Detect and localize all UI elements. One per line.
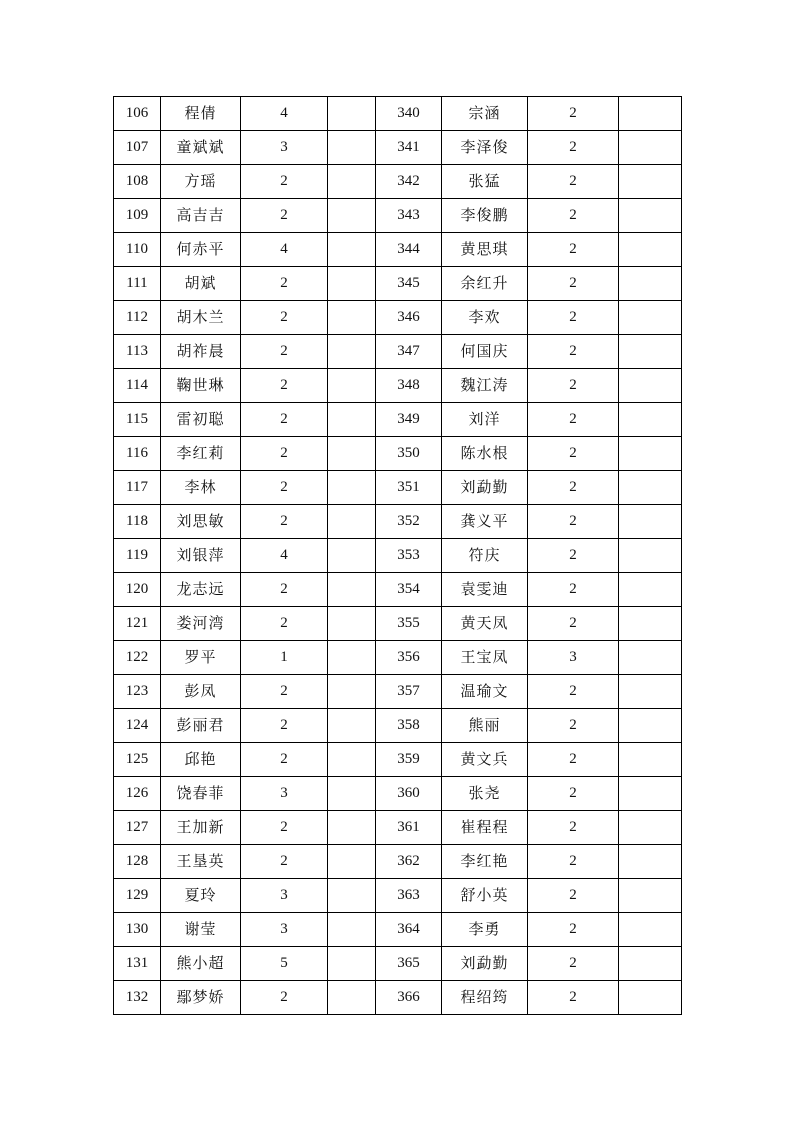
right-number-cell: 362	[376, 845, 442, 879]
right-note-cell	[619, 233, 682, 267]
right-number-cell: 343	[376, 199, 442, 233]
left-number-cell: 122	[114, 641, 161, 675]
right-note-cell	[619, 947, 682, 981]
table-row	[114, 131, 682, 165]
table-row	[114, 97, 682, 131]
right-count-cell: 2	[528, 879, 619, 913]
left-name-cell: 胡祚晨	[161, 335, 241, 369]
left-note-cell	[328, 199, 376, 233]
left-name-cell: 饶春菲	[161, 777, 241, 811]
left-number-cell: 106	[114, 97, 161, 131]
left-count-cell: 2	[241, 267, 328, 301]
table-row	[114, 369, 682, 403]
left-note-cell	[328, 709, 376, 743]
right-count-cell: 3	[528, 641, 619, 675]
right-name-cell: 魏江涛	[442, 369, 528, 403]
right-count-cell: 2	[528, 267, 619, 301]
left-number-cell: 109	[114, 199, 161, 233]
left-count-cell: 2	[241, 335, 328, 369]
left-count-cell: 3	[241, 131, 328, 165]
right-number-cell: 346	[376, 301, 442, 335]
left-note-cell	[328, 233, 376, 267]
left-name-cell: 彭凤	[161, 675, 241, 709]
right-count-cell: 2	[528, 165, 619, 199]
left-count-cell: 4	[241, 539, 328, 573]
right-name-cell: 李欢	[442, 301, 528, 335]
left-count-cell: 3	[241, 913, 328, 947]
right-number-cell: 357	[376, 675, 442, 709]
right-name-cell: 黄思琪	[442, 233, 528, 267]
left-note-cell	[328, 641, 376, 675]
table-row	[114, 301, 682, 335]
left-number-cell: 117	[114, 471, 161, 505]
table-row	[114, 845, 682, 879]
left-note-cell	[328, 913, 376, 947]
left-count-cell: 2	[241, 437, 328, 471]
left-name-cell: 熊小超	[161, 947, 241, 981]
right-note-cell	[619, 981, 682, 1015]
right-number-cell: 353	[376, 539, 442, 573]
left-name-cell: 刘银萍	[161, 539, 241, 573]
left-count-cell: 2	[241, 471, 328, 505]
right-count-cell: 2	[528, 471, 619, 505]
table-row	[114, 947, 682, 981]
right-number-cell: 360	[376, 777, 442, 811]
left-number-cell: 113	[114, 335, 161, 369]
left-name-cell: 李红莉	[161, 437, 241, 471]
right-note-cell	[619, 845, 682, 879]
right-name-cell: 舒小英	[442, 879, 528, 913]
left-number-cell: 131	[114, 947, 161, 981]
left-number-cell: 119	[114, 539, 161, 573]
table-row	[114, 743, 682, 777]
right-number-cell: 366	[376, 981, 442, 1015]
right-count-cell: 2	[528, 539, 619, 573]
left-count-cell: 2	[241, 199, 328, 233]
table-row	[114, 913, 682, 947]
right-note-cell	[619, 165, 682, 199]
left-note-cell	[328, 301, 376, 335]
right-name-cell: 黄天凤	[442, 607, 528, 641]
left-note-cell	[328, 743, 376, 777]
left-count-cell: 2	[241, 981, 328, 1015]
right-note-cell	[619, 811, 682, 845]
right-count-cell: 2	[528, 97, 619, 131]
left-note-cell	[328, 607, 376, 641]
right-count-cell: 2	[528, 437, 619, 471]
left-count-cell: 5	[241, 947, 328, 981]
left-name-cell: 鄢梦娇	[161, 981, 241, 1015]
left-name-cell: 邱艳	[161, 743, 241, 777]
left-note-cell	[328, 539, 376, 573]
left-count-cell: 4	[241, 97, 328, 131]
right-name-cell: 王宝凤	[442, 641, 528, 675]
left-number-cell: 123	[114, 675, 161, 709]
right-count-cell: 2	[528, 675, 619, 709]
right-name-cell: 李勇	[442, 913, 528, 947]
right-count-cell: 2	[528, 369, 619, 403]
right-number-cell: 356	[376, 641, 442, 675]
left-count-cell: 2	[241, 165, 328, 199]
right-number-cell: 363	[376, 879, 442, 913]
table-row	[114, 709, 682, 743]
right-note-cell	[619, 709, 682, 743]
table-row	[114, 641, 682, 675]
right-name-cell: 李俊鹏	[442, 199, 528, 233]
right-note-cell	[619, 97, 682, 131]
right-note-cell	[619, 267, 682, 301]
left-name-cell: 胡木兰	[161, 301, 241, 335]
right-note-cell	[619, 403, 682, 437]
left-number-cell: 120	[114, 573, 161, 607]
left-count-cell: 2	[241, 369, 328, 403]
left-number-cell: 124	[114, 709, 161, 743]
left-name-cell: 何赤平	[161, 233, 241, 267]
left-number-cell: 126	[114, 777, 161, 811]
left-number-cell: 130	[114, 913, 161, 947]
right-name-cell: 余红升	[442, 267, 528, 301]
left-count-cell: 4	[241, 233, 328, 267]
right-name-cell: 宗涵	[442, 97, 528, 131]
table-row	[114, 811, 682, 845]
left-note-cell	[328, 471, 376, 505]
left-note-cell	[328, 369, 376, 403]
right-count-cell: 2	[528, 913, 619, 947]
left-name-cell: 方瑶	[161, 165, 241, 199]
right-number-cell: 365	[376, 947, 442, 981]
right-note-cell	[619, 607, 682, 641]
right-name-cell: 张尧	[442, 777, 528, 811]
right-note-cell	[619, 641, 682, 675]
left-note-cell	[328, 777, 376, 811]
left-note-cell	[328, 811, 376, 845]
left-note-cell	[328, 675, 376, 709]
right-note-cell	[619, 573, 682, 607]
right-name-cell: 熊丽	[442, 709, 528, 743]
table-row	[114, 437, 682, 471]
right-name-cell: 温瑜文	[442, 675, 528, 709]
left-number-cell: 127	[114, 811, 161, 845]
right-name-cell: 李红艳	[442, 845, 528, 879]
right-name-cell: 符庆	[442, 539, 528, 573]
right-number-cell: 359	[376, 743, 442, 777]
right-number-cell: 351	[376, 471, 442, 505]
left-note-cell	[328, 505, 376, 539]
table-row	[114, 267, 682, 301]
table-row	[114, 233, 682, 267]
left-name-cell: 刘思敏	[161, 505, 241, 539]
left-count-cell: 2	[241, 675, 328, 709]
roster-body	[114, 97, 682, 1015]
right-number-cell: 349	[376, 403, 442, 437]
left-count-cell: 2	[241, 607, 328, 641]
left-name-cell: 鞠世琳	[161, 369, 241, 403]
table-row	[114, 981, 682, 1015]
table-row	[114, 879, 682, 913]
left-name-cell: 胡斌	[161, 267, 241, 301]
left-number-cell: 116	[114, 437, 161, 471]
right-number-cell: 342	[376, 165, 442, 199]
left-count-cell: 3	[241, 777, 328, 811]
right-note-cell	[619, 369, 682, 403]
left-number-cell: 125	[114, 743, 161, 777]
left-note-cell	[328, 437, 376, 471]
left-name-cell: 王加新	[161, 811, 241, 845]
right-note-cell	[619, 335, 682, 369]
right-number-cell: 341	[376, 131, 442, 165]
right-count-cell: 2	[528, 709, 619, 743]
right-note-cell	[619, 301, 682, 335]
left-count-cell: 2	[241, 301, 328, 335]
right-note-cell	[619, 913, 682, 947]
right-count-cell: 2	[528, 811, 619, 845]
table-row	[114, 199, 682, 233]
table-row	[114, 573, 682, 607]
left-number-cell: 132	[114, 981, 161, 1015]
left-count-cell: 3	[241, 879, 328, 913]
left-name-cell: 程倩	[161, 97, 241, 131]
right-note-cell	[619, 879, 682, 913]
left-count-cell: 2	[241, 743, 328, 777]
right-name-cell: 李泽俊	[442, 131, 528, 165]
left-name-cell: 龙志远	[161, 573, 241, 607]
left-number-cell: 108	[114, 165, 161, 199]
right-count-cell: 2	[528, 131, 619, 165]
table-row	[114, 335, 682, 369]
left-name-cell: 雷初聪	[161, 403, 241, 437]
left-note-cell	[328, 573, 376, 607]
right-count-cell: 2	[528, 607, 619, 641]
right-count-cell: 2	[528, 403, 619, 437]
right-count-cell: 2	[528, 505, 619, 539]
right-name-cell: 张猛	[442, 165, 528, 199]
left-note-cell	[328, 335, 376, 369]
right-count-cell: 2	[528, 981, 619, 1015]
left-number-cell: 115	[114, 403, 161, 437]
right-count-cell: 2	[528, 845, 619, 879]
right-count-cell: 2	[528, 573, 619, 607]
right-number-cell: 345	[376, 267, 442, 301]
left-number-cell: 110	[114, 233, 161, 267]
right-note-cell	[619, 505, 682, 539]
table-row	[114, 505, 682, 539]
left-note-cell	[328, 879, 376, 913]
left-number-cell: 118	[114, 505, 161, 539]
right-number-cell: 350	[376, 437, 442, 471]
left-number-cell: 128	[114, 845, 161, 879]
table-row	[114, 607, 682, 641]
right-name-cell: 程绍筠	[442, 981, 528, 1015]
left-count-cell: 2	[241, 845, 328, 879]
right-number-cell: 347	[376, 335, 442, 369]
right-count-cell: 2	[528, 301, 619, 335]
right-name-cell: 陈水根	[442, 437, 528, 471]
right-note-cell	[619, 743, 682, 777]
left-note-cell	[328, 947, 376, 981]
left-count-cell: 2	[241, 505, 328, 539]
left-note-cell	[328, 403, 376, 437]
right-note-cell	[619, 675, 682, 709]
left-number-cell: 114	[114, 369, 161, 403]
right-number-cell: 344	[376, 233, 442, 267]
left-number-cell: 112	[114, 301, 161, 335]
right-note-cell	[619, 199, 682, 233]
left-number-cell: 121	[114, 607, 161, 641]
right-note-cell	[619, 471, 682, 505]
right-number-cell: 358	[376, 709, 442, 743]
left-number-cell: 129	[114, 879, 161, 913]
right-count-cell: 2	[528, 777, 619, 811]
left-number-cell: 107	[114, 131, 161, 165]
right-number-cell: 361	[376, 811, 442, 845]
right-count-cell: 2	[528, 199, 619, 233]
left-name-cell: 高吉吉	[161, 199, 241, 233]
right-name-cell: 袁雯迪	[442, 573, 528, 607]
right-note-cell	[619, 777, 682, 811]
right-number-cell: 340	[376, 97, 442, 131]
right-name-cell: 黄文兵	[442, 743, 528, 777]
right-count-cell: 2	[528, 233, 619, 267]
right-note-cell	[619, 539, 682, 573]
right-name-cell: 龚义平	[442, 505, 528, 539]
table-row	[114, 539, 682, 573]
left-note-cell	[328, 131, 376, 165]
right-name-cell: 何国庆	[442, 335, 528, 369]
right-name-cell: 刘勐勤	[442, 471, 528, 505]
left-name-cell: 李林	[161, 471, 241, 505]
left-number-cell: 111	[114, 267, 161, 301]
right-number-cell: 364	[376, 913, 442, 947]
left-count-cell: 2	[241, 811, 328, 845]
left-name-cell: 童斌斌	[161, 131, 241, 165]
left-name-cell: 谢莹	[161, 913, 241, 947]
roster-table	[113, 96, 682, 1015]
table-row	[114, 471, 682, 505]
right-name-cell: 崔程程	[442, 811, 528, 845]
right-count-cell: 2	[528, 947, 619, 981]
left-name-cell: 夏玲	[161, 879, 241, 913]
right-note-cell	[619, 437, 682, 471]
left-note-cell	[328, 97, 376, 131]
left-name-cell: 彭丽君	[161, 709, 241, 743]
left-count-cell: 2	[241, 709, 328, 743]
left-note-cell	[328, 845, 376, 879]
right-number-cell: 354	[376, 573, 442, 607]
right-number-cell: 355	[376, 607, 442, 641]
left-name-cell: 娄河湾	[161, 607, 241, 641]
left-note-cell	[328, 267, 376, 301]
left-name-cell: 王垦英	[161, 845, 241, 879]
right-number-cell: 348	[376, 369, 442, 403]
table-row	[114, 675, 682, 709]
left-name-cell: 罗平	[161, 641, 241, 675]
right-name-cell: 刘洋	[442, 403, 528, 437]
table-row	[114, 403, 682, 437]
right-number-cell: 352	[376, 505, 442, 539]
left-count-cell: 1	[241, 641, 328, 675]
right-name-cell: 刘勐勤	[442, 947, 528, 981]
left-note-cell	[328, 165, 376, 199]
left-count-cell: 2	[241, 403, 328, 437]
left-note-cell	[328, 981, 376, 1015]
right-count-cell: 2	[528, 335, 619, 369]
right-note-cell	[619, 131, 682, 165]
table-row	[114, 165, 682, 199]
table-row	[114, 777, 682, 811]
right-count-cell: 2	[528, 743, 619, 777]
left-count-cell: 2	[241, 573, 328, 607]
